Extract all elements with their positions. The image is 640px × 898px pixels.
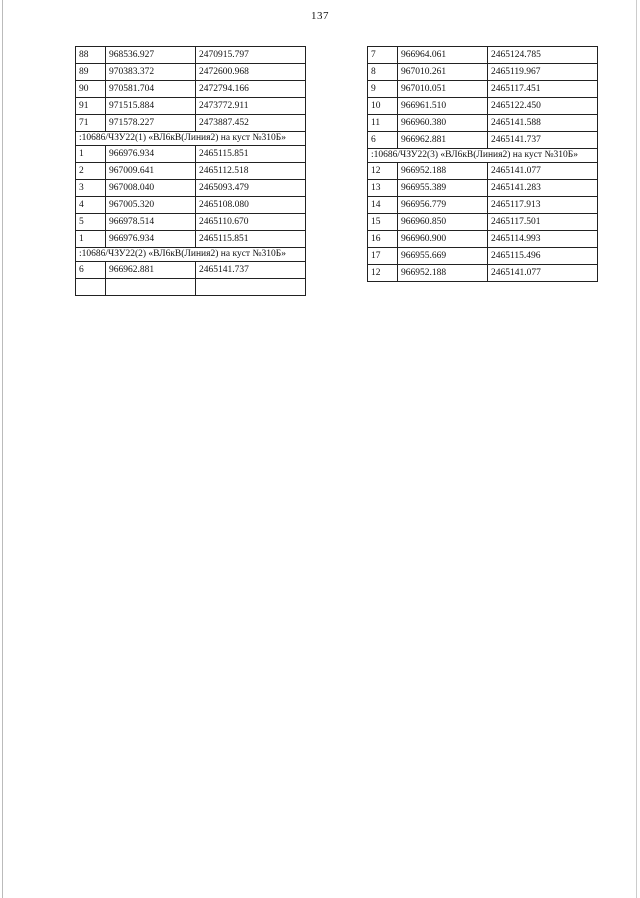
table-row	[368, 163, 598, 180]
x-coordinate-cell: 967010.261	[398, 64, 488, 81]
y-coordinate-cell: 2465114.993	[488, 231, 598, 248]
page-number: 137	[311, 10, 329, 22]
table-row	[368, 64, 598, 81]
y-coordinate-cell: 2465115.851	[196, 146, 306, 163]
point-number-cell: 3	[76, 180, 106, 197]
x-coordinate-cell: 967009.641	[106, 163, 196, 180]
y-coordinate-cell: 2470915.797	[196, 47, 306, 64]
y-coordinate-cell: 2473887.452	[196, 115, 306, 132]
parcel-header-row	[368, 149, 598, 163]
x-coordinate-cell: 966962.881	[106, 262, 196, 279]
y-coordinate-cell: 2465141.077	[488, 265, 598, 282]
x-coordinate-cell: 967005.320	[106, 197, 196, 214]
y-coordinate-cell: 2465115.496	[488, 248, 598, 265]
table-row	[76, 115, 306, 132]
table-row	[76, 279, 306, 296]
parcel-header-row	[76, 132, 306, 146]
y-coordinate-cell: 2465117.913	[488, 197, 598, 214]
y-coordinate-cell: 2465141.737	[196, 262, 306, 279]
x-coordinate-cell: 966952.188	[398, 265, 488, 282]
x-coordinate-cell: 970383.372	[106, 64, 196, 81]
parcel-header: :10686/ЧЗУ22(3) «ВЛ6кВ(Линия2) на куст №310Б»	[368, 149, 598, 163]
coordinates-table-right	[367, 46, 598, 282]
y-coordinate-cell: 2465108.080	[196, 197, 306, 214]
y-coordinate-cell: 2465115.851	[196, 231, 306, 248]
x-coordinate-cell	[106, 279, 196, 296]
page-edge-left	[2, 0, 3, 898]
x-coordinate-cell: 967008.040	[106, 180, 196, 197]
table-row	[76, 163, 306, 180]
y-coordinate-cell: 2465119.967	[488, 64, 598, 81]
table-row	[368, 197, 598, 214]
table-row	[76, 64, 306, 81]
parcel-header: :10686/ЧЗУ22(2) «ВЛ6кВ(Линия2) на куст №310Б»	[76, 248, 306, 262]
page-edge-right	[636, 0, 637, 898]
x-coordinate-cell: 966952.188	[398, 163, 488, 180]
x-coordinate-cell: 967010.051	[398, 81, 488, 98]
table-row	[76, 231, 306, 248]
point-number-cell: 2	[76, 163, 106, 180]
table-row	[368, 81, 598, 98]
point-number-cell: 91	[76, 98, 106, 115]
point-number-cell: 12	[368, 265, 398, 282]
x-coordinate-cell: 966955.389	[398, 180, 488, 197]
y-coordinate-cell: 2465141.588	[488, 115, 598, 132]
point-number-cell: 5	[76, 214, 106, 231]
point-number-cell: 6	[368, 132, 398, 149]
x-coordinate-cell: 970581.704	[106, 81, 196, 98]
y-coordinate-cell: 2465117.451	[488, 81, 598, 98]
point-number-cell: 6	[76, 262, 106, 279]
y-coordinate-cell: 2465110.670	[196, 214, 306, 231]
x-coordinate-cell: 971515.884	[106, 98, 196, 115]
x-coordinate-cell: 966962.881	[398, 132, 488, 149]
parcel-header: :10686/ЧЗУ22(1) «ВЛ6кВ(Линия2) на куст №310Б»	[76, 132, 306, 146]
x-coordinate-cell: 971578.227	[106, 115, 196, 132]
y-coordinate-cell: 2465117.501	[488, 214, 598, 231]
table-row	[368, 132, 598, 149]
point-number-cell	[76, 279, 106, 296]
point-number-cell: 10	[368, 98, 398, 115]
point-number-cell: 4	[76, 197, 106, 214]
table-row	[368, 47, 598, 64]
coordinates-table-left	[75, 46, 306, 296]
y-coordinate-cell: 2465141.737	[488, 132, 598, 149]
point-number-cell: 89	[76, 64, 106, 81]
x-coordinate-cell: 966978.514	[106, 214, 196, 231]
x-coordinate-cell: 968536.927	[106, 47, 196, 64]
point-number-cell: 1	[76, 146, 106, 163]
y-coordinate-cell: 2465141.077	[488, 163, 598, 180]
point-number-cell: 16	[368, 231, 398, 248]
y-coordinate-cell: 2473772.911	[196, 98, 306, 115]
y-coordinate-cell: 2472794.166	[196, 81, 306, 98]
y-coordinate-cell: 2465122.450	[488, 98, 598, 115]
point-number-cell: 71	[76, 115, 106, 132]
x-coordinate-cell: 966964.061	[398, 47, 488, 64]
table-row	[368, 265, 598, 282]
y-coordinate-cell: 2465112.518	[196, 163, 306, 180]
point-number-cell: 9	[368, 81, 398, 98]
point-number-cell: 88	[76, 47, 106, 64]
point-number-cell: 17	[368, 248, 398, 265]
table-row	[76, 262, 306, 279]
y-coordinate-cell	[196, 279, 306, 296]
table-row	[76, 197, 306, 214]
table-row	[368, 231, 598, 248]
table-row	[368, 98, 598, 115]
table-row	[368, 214, 598, 231]
point-number-cell: 1	[76, 231, 106, 248]
point-number-cell: 14	[368, 197, 398, 214]
point-number-cell: 90	[76, 81, 106, 98]
y-coordinate-cell: 2465124.785	[488, 47, 598, 64]
x-coordinate-cell: 966976.934	[106, 146, 196, 163]
x-coordinate-cell: 966961.510	[398, 98, 488, 115]
point-number-cell: 13	[368, 180, 398, 197]
x-coordinate-cell: 966960.850	[398, 214, 488, 231]
y-coordinate-cell: 2472600.968	[196, 64, 306, 81]
parcel-header-row	[76, 248, 306, 262]
x-coordinate-cell: 966955.669	[398, 248, 488, 265]
x-coordinate-cell: 966960.900	[398, 231, 488, 248]
table-row	[368, 180, 598, 197]
y-coordinate-cell: 2465093.479	[196, 180, 306, 197]
point-number-cell: 11	[368, 115, 398, 132]
table-row	[76, 98, 306, 115]
table-row	[368, 248, 598, 265]
table-row	[76, 214, 306, 231]
table-row	[76, 180, 306, 197]
table-row	[368, 115, 598, 132]
point-number-cell: 7	[368, 47, 398, 64]
x-coordinate-cell: 966976.934	[106, 231, 196, 248]
point-number-cell: 15	[368, 214, 398, 231]
table-row	[76, 81, 306, 98]
table-row	[76, 146, 306, 163]
point-number-cell: 8	[368, 64, 398, 81]
table-row	[76, 47, 306, 64]
x-coordinate-cell: 966956.779	[398, 197, 488, 214]
y-coordinate-cell: 2465141.283	[488, 180, 598, 197]
x-coordinate-cell: 966960.380	[398, 115, 488, 132]
point-number-cell: 12	[368, 163, 398, 180]
